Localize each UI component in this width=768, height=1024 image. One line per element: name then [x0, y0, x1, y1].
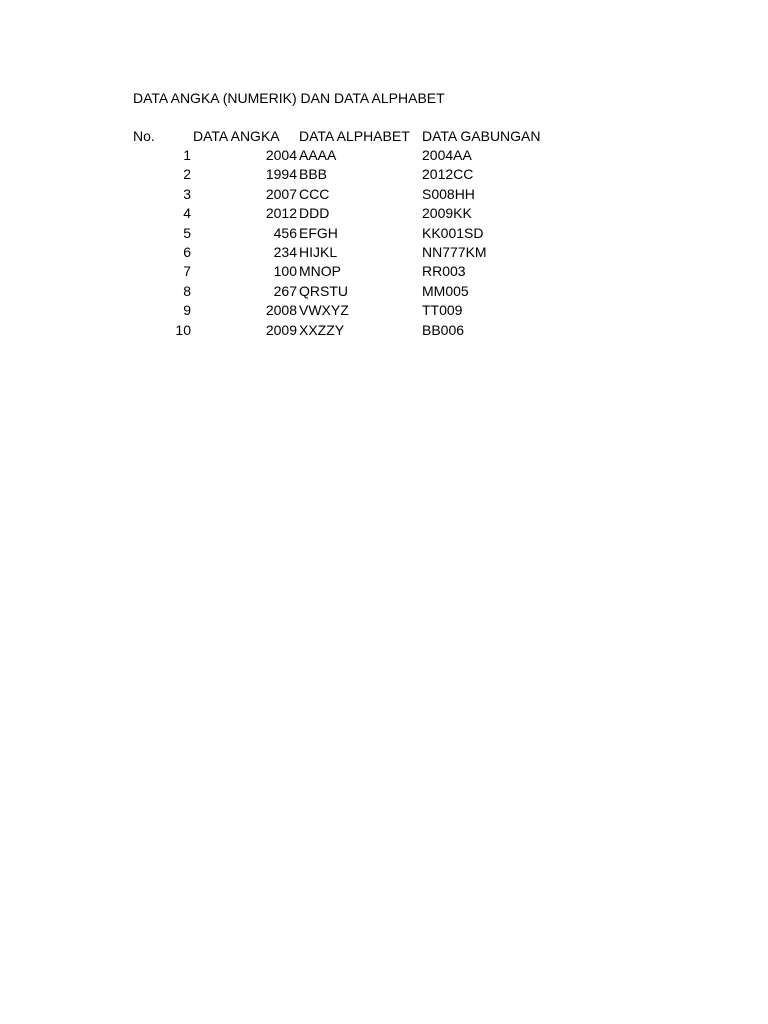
cell-data-alphabet: AAAA [299, 147, 337, 163]
cell-no: 2 [183, 166, 191, 183]
cell-data-alphabet: DDD [299, 205, 330, 222]
cell-no: 6 [183, 243, 191, 260]
cell-data-alphabet: EFGH [299, 224, 338, 241]
table-row [0, 165, 768, 184]
cell-data-alphabet: XXZZY [299, 321, 345, 338]
table-row [0, 204, 768, 223]
cell-no: 5 [183, 224, 191, 241]
cell-data-angka: 2009 [265, 321, 297, 338]
cell-data-gabungan: RR003 [422, 263, 466, 280]
document-title: DATA ANGKA (NUMERIK) DAN DATA ALPHABET [133, 90, 445, 106]
table-row [0, 321, 768, 340]
table-row [0, 185, 768, 204]
cell-no: 7 [183, 263, 191, 280]
cell-data-angka: 1994 [265, 166, 297, 183]
cell-data-angka: 2004 [265, 147, 297, 163]
table-row [0, 243, 768, 262]
header-data-alphabet: DATA ALPHABET [299, 128, 410, 144]
header-no: No. [133, 128, 155, 144]
header-data-angka: DATA ANGKA [193, 128, 280, 144]
cell-data-angka: 267 [273, 282, 297, 299]
cell-no: 9 [183, 302, 191, 319]
cell-data-alphabet: VWXYZ [299, 302, 349, 319]
table-body [0, 146, 768, 340]
cell-data-alphabet: HIJKL [299, 243, 338, 260]
cell-data-alphabet: QRSTU [299, 282, 348, 299]
cell-no: 3 [183, 185, 191, 202]
cell-data-alphabet: CCC [299, 185, 330, 202]
cell-no: 8 [183, 282, 191, 299]
cell-data-angka: 2012 [265, 205, 297, 222]
table-row [0, 301, 768, 320]
cell-data-angka: 100 [273, 263, 297, 280]
cell-data-gabungan: MM005 [422, 282, 469, 299]
cell-data-angka: 2007 [265, 185, 297, 202]
cell-data-alphabet: BBB [299, 166, 328, 183]
table-row [0, 262, 768, 281]
table-row [0, 282, 768, 301]
header-data-gabungan: DATA GABUNGAN [422, 128, 541, 144]
cell-data-gabungan: BB006 [422, 321, 465, 338]
cell-data-gabungan: 2004AA [422, 147, 472, 163]
cell-data-angka: 234 [273, 243, 297, 260]
cell-data-gabungan: S008HH [422, 185, 475, 202]
table-row [0, 224, 768, 243]
cell-data-angka: 2008 [265, 302, 297, 319]
cell-data-gabungan: 2012CC [422, 166, 474, 183]
cell-data-gabungan: TT009 [422, 302, 463, 319]
cell-data-alphabet: MNOP [299, 263, 341, 280]
table-row [0, 146, 768, 165]
cell-data-angka: 456 [273, 224, 297, 241]
cell-no: 10 [175, 321, 191, 338]
cell-no: 4 [183, 205, 191, 222]
cell-data-gabungan: NN777KM [422, 243, 487, 260]
cell-data-gabungan: 2009KK [422, 205, 472, 222]
cell-no: 1 [183, 147, 191, 163]
cell-data-gabungan: KK001SD [422, 224, 484, 241]
table-header [0, 127, 768, 145]
